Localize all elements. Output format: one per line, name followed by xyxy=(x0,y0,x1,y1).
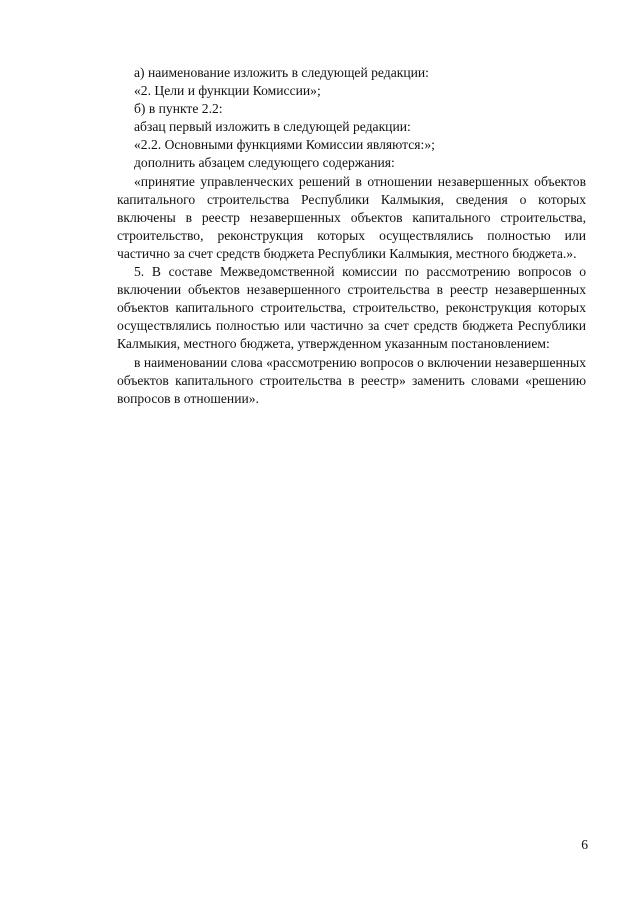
paragraph-new-title: «2. Цели и функции Комиссии»; xyxy=(134,83,321,99)
paragraph-a-rename: а) наименование изложить в следующей редакции: xyxy=(134,65,429,80)
paragraph-management-decisions: «принятие управленческих решений в отношении незавершенных объектов капитального строительства Республики Калмыкия, сведения о которых включены в реестр незавершенных объектов капитального строительства, строительство, реконструкция которых осуществлялись полностью или частично за счет средств бюджета Республики Калмыкия, местного бюджета.». xyxy=(117,173,586,261)
paragraph-new-functions: «2.2. Основными функциями Комиссии являются:»; xyxy=(134,137,435,153)
paragraph-b-clause: б) в пункте 2.2: xyxy=(134,101,223,117)
paragraph-item-5: 5. В составе Межведомственной комиссии по рассмотрению вопросов о включении объектов незавершенного строительства в реестр незавершенных объектов капитального строительства, строительство, реконструкция которых осуществлялись полностью или частично за счет средств бюджета Республики Калмыкия, местного бюджета, утвержденном указанным постановлением: xyxy=(117,264,586,352)
paragraph-add-indent: дополнить абзацем следующего содержания: xyxy=(134,155,395,171)
document-body xyxy=(117,64,586,408)
paragraph-replace-words: в наименовании слова «рассмотрению вопросов о включении незавершенных объектов капитального строительства в реестр» заменить словами «решению вопросов в отношении». xyxy=(117,354,586,406)
page-number: 6 xyxy=(581,837,588,852)
paragraph-first-indent: абзац первый изложить в следующей редакции: xyxy=(134,119,411,135)
